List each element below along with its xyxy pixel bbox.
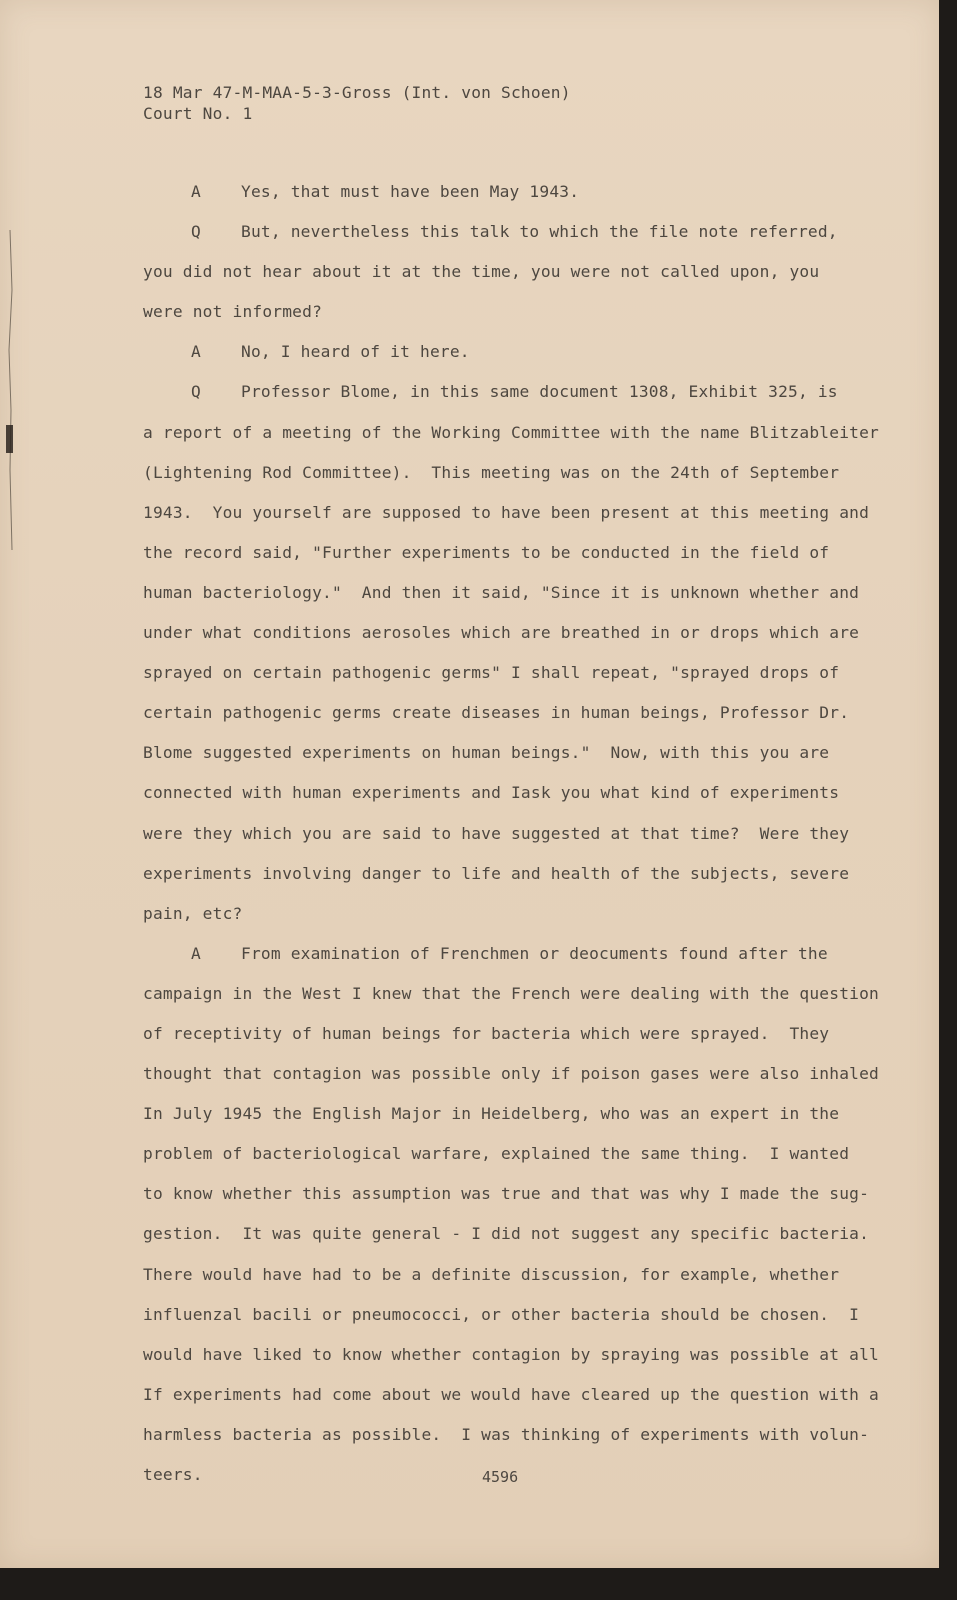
transcript-line (143, 376, 888, 416)
transcript-line: would have liked to know whether contagion by spraying was possible at all (143, 1344, 879, 1364)
transcript-line: sprayed on certain pathogenic germs" I shall repeat, "sprayed drops of (143, 663, 840, 683)
transcript-line: certain pathogenic germs create diseases in human beings, Professor Dr. (143, 703, 850, 723)
transcript-line: There would have had to be a definite discussion, for example, whether (143, 1264, 840, 1284)
transcript-line: were not informed? (143, 302, 323, 322)
transcript-line: of receptivity of human beings for bacteria which were sprayed. They (143, 1023, 830, 1043)
transcript-line: pain, etc? (143, 903, 243, 923)
header-court-number: Court No. 1 (143, 104, 253, 123)
binding-marks (0, 230, 22, 550)
transcript-line: problem of bacteriological warfare, explained the same thing. I wanted (143, 1144, 850, 1164)
transcript-line: gestion. It was quite general - I did not suggest any specific bacteria. (143, 1224, 870, 1244)
transcript-line (143, 938, 888, 978)
transcript-line: influenzal bacili or pneumococci, or other bacteria should be chosen. I (143, 1304, 860, 1324)
transcript-line: were they which you are said to have suggested at that time? Were they (143, 823, 850, 843)
scan-border-right (939, 0, 957, 1600)
transcript-line (143, 336, 888, 376)
transcript-line (143, 176, 888, 216)
transcript-line: (Lightening Rod Committee). This meeting was on the 24th of September (143, 462, 840, 482)
transcript-line: teers. (143, 1465, 203, 1484)
page-number: 4596 (482, 1468, 519, 1486)
line-text: From examination of Frenchmen or deocuments found after the (241, 943, 828, 963)
transcript-body (143, 176, 888, 1499)
transcript-line: to know whether this assumption was true and that was why I made the sug- (143, 1184, 870, 1204)
speaker-marker: A (191, 342, 201, 362)
speaker-marker: A (191, 182, 201, 201)
transcript-line: a report of a meeting of the Working Committee with the name Blitzableiter (143, 422, 879, 442)
transcript-line: thought that contagion was possible only if poison gases were also inhaled (143, 1064, 879, 1084)
transcript-line: you did not hear about it at the time, you were not called upon, you (143, 262, 820, 282)
transcript-line: experiments involving danger to life and health of the subjects, severe (143, 863, 850, 883)
transcript-line: connected with human experiments and Iask you what kind of experiments (143, 783, 840, 803)
transcript-line: human bacteriology." And then it said, "Since it is unknown whether and (143, 582, 860, 602)
header-case-reference: 18 Mar 47-M-MAA-5-3-Gross (Int. von Schoen) (143, 83, 571, 102)
transcript-line: harmless bacteria as possible. I was thinking of experiments with volun- (143, 1424, 870, 1444)
transcript-line: the record said, "Further experiments to be conducted in the field of (143, 542, 830, 562)
transcript-line: campaign in the West I knew that the French were dealing with the question (143, 983, 879, 1003)
transcript-line: Blome suggested experiments on human beings." Now, with this you are (143, 743, 830, 763)
document-header (143, 82, 571, 124)
line-text: Professor Blome, in this same document 1308, Exhibit 325, is (241, 382, 838, 402)
transcript-line: If experiments had come about we would have cleared up the question with a (143, 1384, 879, 1404)
speaker-marker: Q (191, 222, 201, 242)
transcript-line (143, 216, 888, 256)
transcript-line: 1943. You yourself are supposed to have been present at this meeting and (143, 502, 870, 522)
transcript-line: under what conditions aerosoles which are breathed in or drops which are (143, 623, 860, 643)
line-text: But, nevertheless this talk to which the file note referred, (241, 222, 838, 242)
scan-border-bottom (0, 1568, 957, 1600)
speaker-marker: Q (191, 382, 201, 402)
line-text: Yes, that must have been May 1943. (241, 182, 580, 201)
line-text: No, I heard of it here. (241, 342, 470, 362)
speaker-marker: A (191, 943, 201, 963)
transcript-line: In July 1945 the English Major in Heidelberg, who was an expert in the (143, 1104, 840, 1124)
